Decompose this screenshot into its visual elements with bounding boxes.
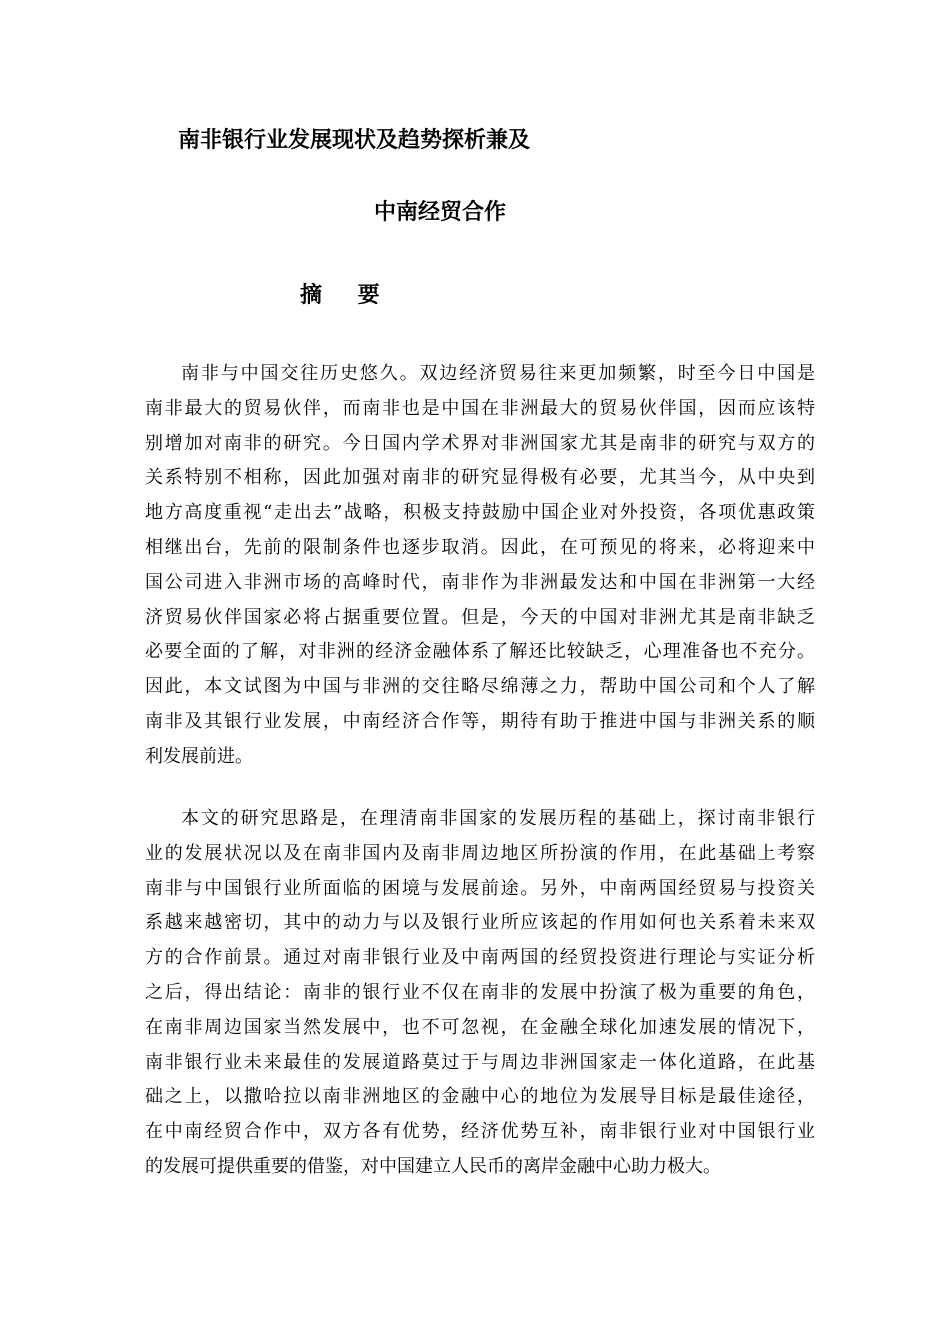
document-title-line-2: 中南经贸合作 bbox=[374, 200, 507, 225]
abstract-paragraph bbox=[145, 802, 815, 1185]
paragraph-line: 别增加对南非的研究。今日国内学术界对非洲国家尤其是南非的研究与双方的 bbox=[145, 432, 815, 454]
paragraph-line: 南非最大的贸易伙伴，而南非也是中国在非洲最大的贸易伙伴国，因而应该特 bbox=[145, 397, 815, 419]
paragraph-line: 济贸易伙伴国家必将占据重要位置。但是，今天的中国对非洲尤其是南非缺乏 bbox=[145, 606, 815, 628]
paragraph-line: 相继出台，先前的限制条件也逐步取消。因此，在可预见的将来，必将迎来中 bbox=[145, 536, 815, 558]
paragraph-line: 在中南经贸合作中，双方各有优势，经济优势互补，南非银行业对中国银行业 bbox=[145, 1121, 815, 1143]
paragraph-line: 必要全面的了解，对非洲的经济金融体系了解还比较缺乏，心理准备也不充分。 bbox=[145, 641, 815, 663]
paragraph-line: 本文的研究思路是，在理清南非国家的发展历程的基础上，探讨南非银行 bbox=[181, 808, 815, 829]
paragraph-line: 的发展可提供重要的借鉴，对中国建立人民币的离岸金融中心助力极大。 bbox=[145, 1155, 721, 1177]
paragraph-line: 系越来越密切，其中的动力与以及银行业所应该起的作用如何也关系着未来双 bbox=[145, 912, 815, 934]
paragraph-line: 南非与中国银行业所面临的困境与发展前途。另外，中南两国经贸易与投资关 bbox=[145, 877, 815, 899]
paragraph-line: 利发展前进。 bbox=[145, 745, 253, 767]
abstract-heading: 摘 要 bbox=[300, 283, 394, 308]
paragraph-line: 在南非周边国家当然发展中，也不可忽视，在金融全球化加速发展的情况下， bbox=[145, 1016, 815, 1038]
paragraph-line: 方的合作前景。通过对南非银行业及中南两国的经贸投资进行理论与实证分析 bbox=[145, 947, 815, 969]
paragraph-line: 国公司进入非洲市场的高峰时代，南非作为非洲最发达和中国在非洲第一大经 bbox=[145, 571, 815, 593]
paragraph-line: 因此，本文试图为中国与非洲的交往略尽绵薄之力，帮助中国公司和个人了解 bbox=[145, 676, 815, 698]
paragraph-line: 之后，得出结论：南非的银行业不仅在南非的发展中扮演了极为重要的角色， bbox=[145, 981, 815, 1003]
abstract-paragraph bbox=[145, 357, 815, 775]
paragraph-line: 南非与中国交往历史悠久。双边经济贸易往来更加频繁，时至今日中国是 bbox=[181, 363, 815, 384]
document-title-line-1: 南非银行业发展现状及趋势探析兼及 bbox=[178, 128, 531, 153]
paragraph-line: 础之上，以撒哈拉以南非洲地区的金融中心的地位为发展导目标是最佳途径， bbox=[145, 1086, 815, 1108]
paragraph-line: 南非银行业未来最佳的发展道路莫过于与周边非洲国家走一体化道路，在此基 bbox=[145, 1051, 815, 1073]
paragraph-line: 地方高度重视“走出去”战略，积极支持鼓励中国企业对外投资，各项优惠政策 bbox=[145, 502, 815, 524]
paragraph-line: 业的发展状况以及在南非国内及南非周边地区所扮演的作用，在此基础上考察 bbox=[145, 842, 815, 864]
paragraph-line: 南非及其银行业发展，中南经济合作等，期待有助于推进中国与非洲关系的顺 bbox=[145, 710, 815, 732]
paragraph-line: 关系特别不相称，因此加强对南非的研究显得极有必要，尤其当今，从中央到 bbox=[145, 467, 815, 489]
